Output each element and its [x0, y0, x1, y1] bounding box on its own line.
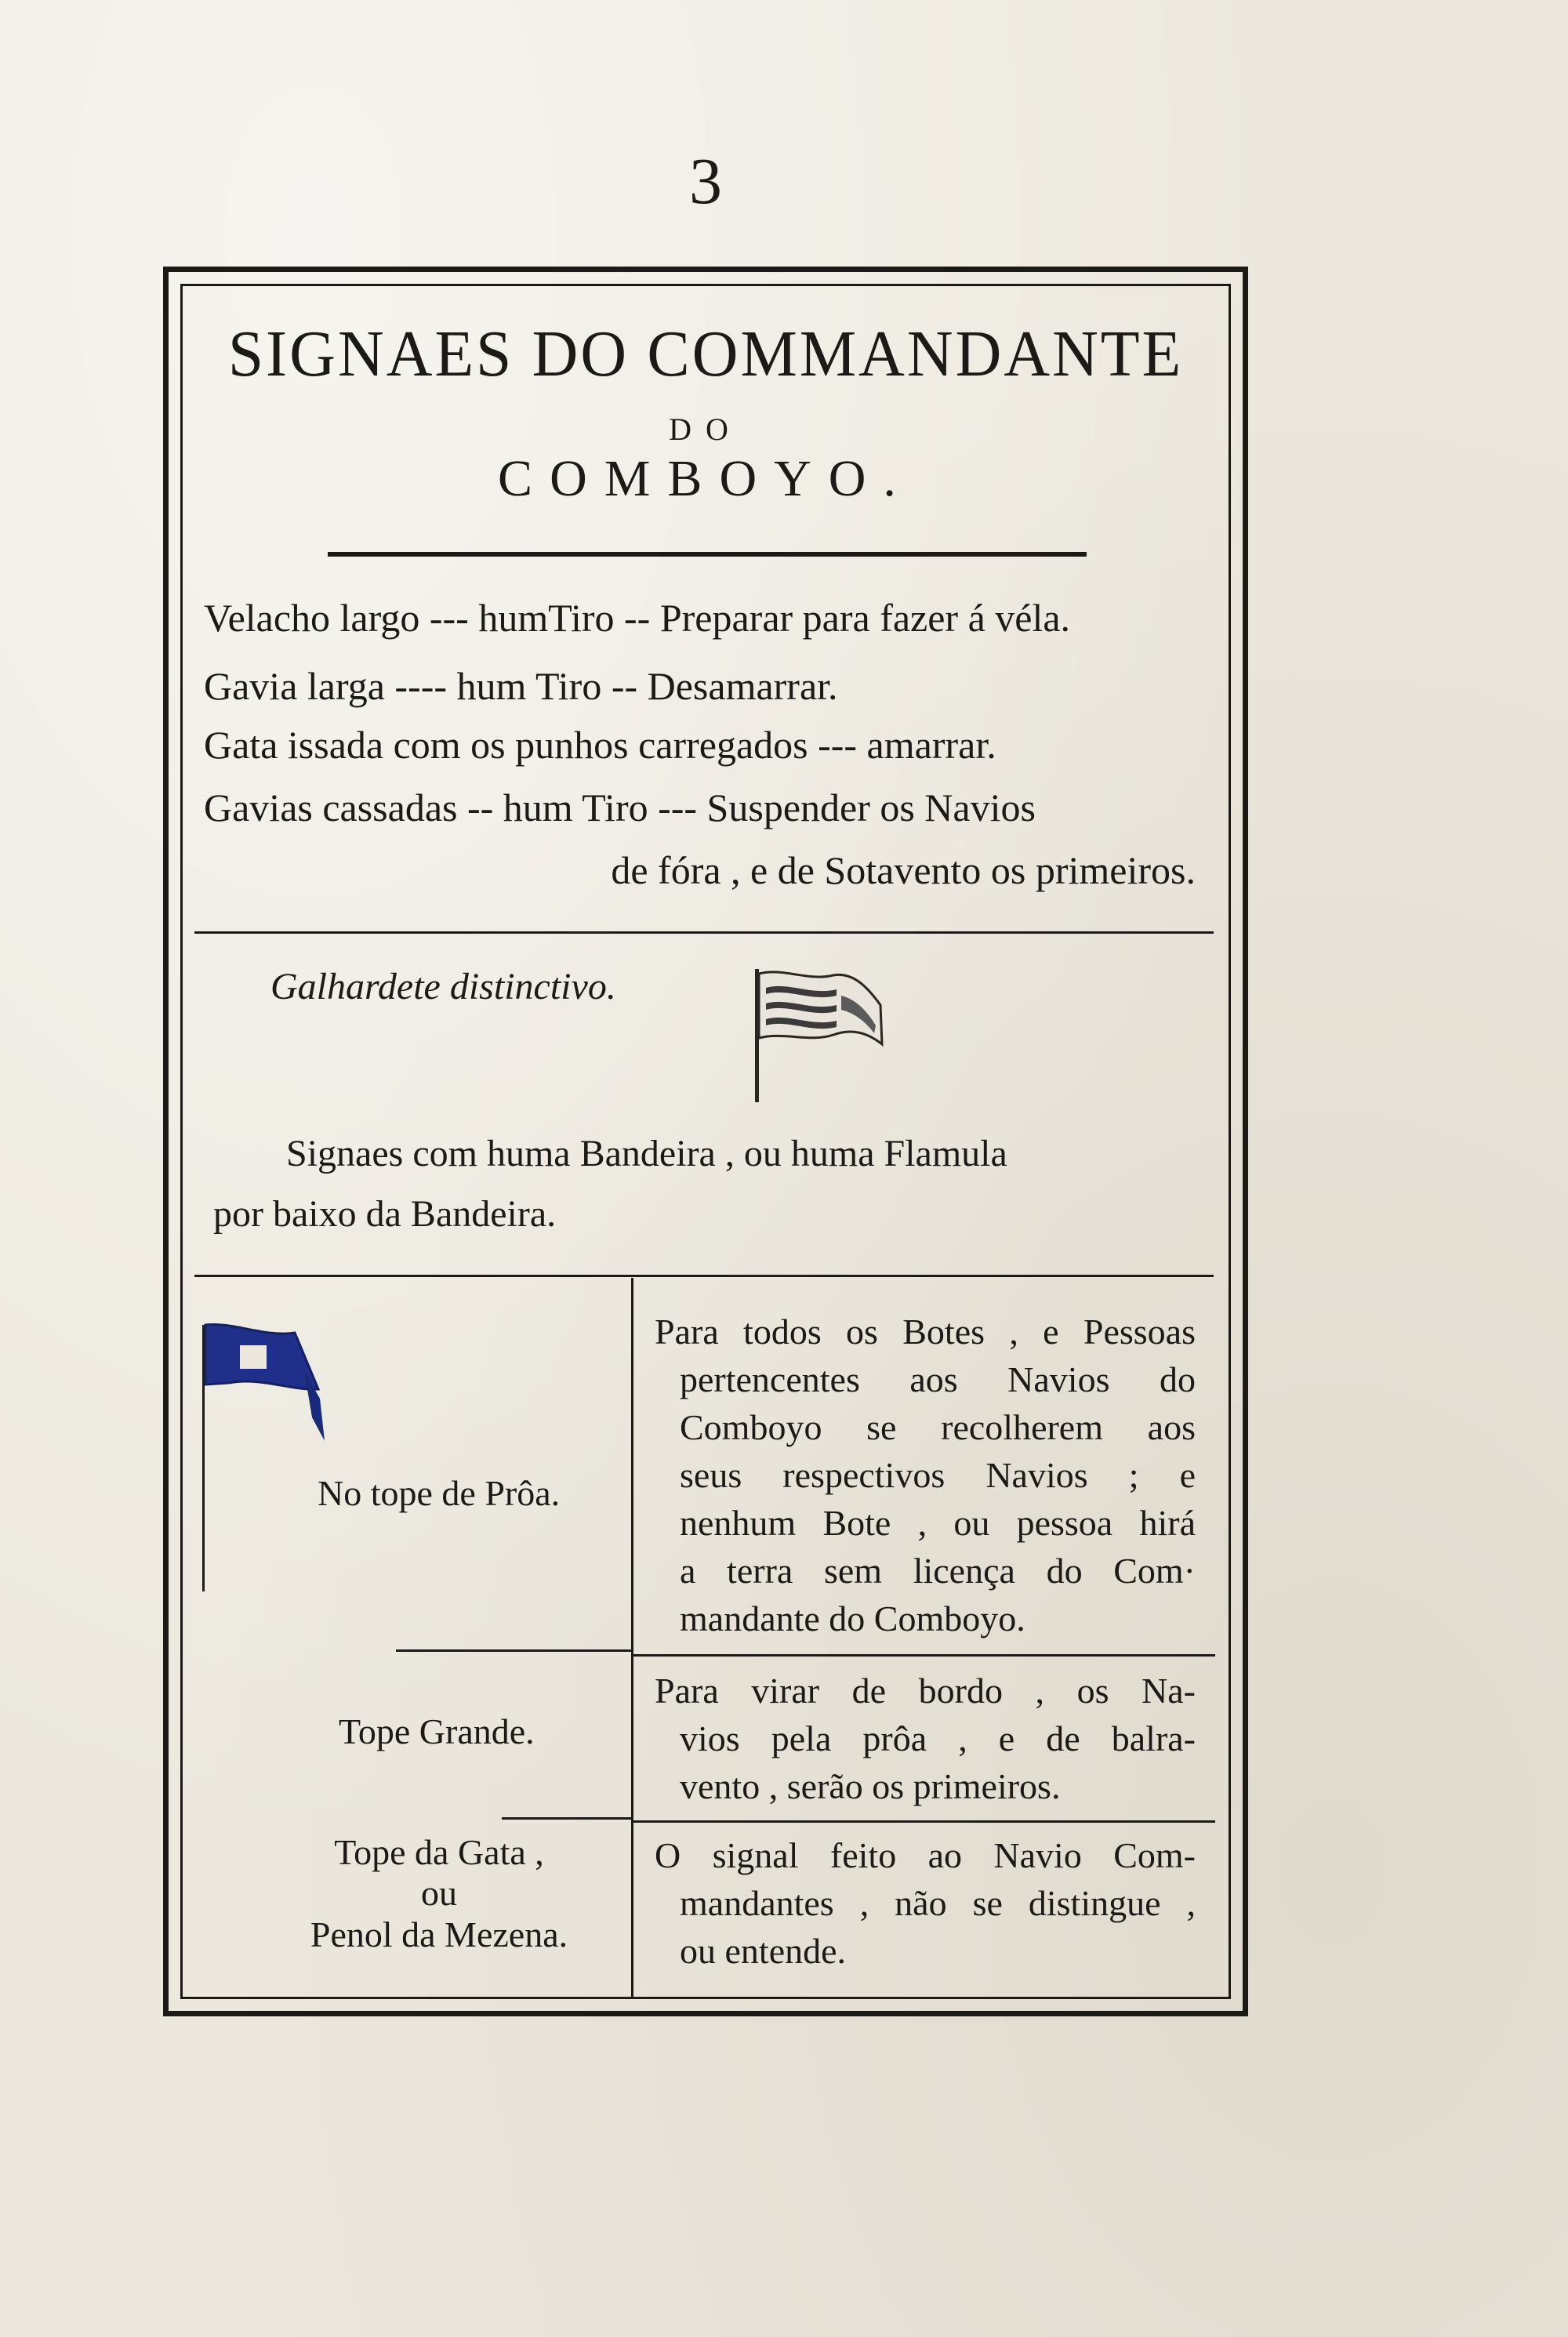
row-divider-left	[502, 1817, 631, 1820]
position-line: Tope da Gata ,	[334, 1832, 544, 1872]
striped-pennant-flag-icon	[749, 964, 890, 1105]
section-intro-line: Signaes com huma Bandeira , ou huma Flamula	[286, 1133, 1007, 1174]
pennant-label: Galhardete distinctivo.	[270, 966, 616, 1007]
meaning-line: O signal feito ao Navio Com-	[655, 1835, 1196, 1875]
section-divider	[194, 931, 1214, 934]
meaning-line: vios pela prôa , e de balra-	[680, 1718, 1196, 1758]
meaning-line: mandante do Comboyo.	[680, 1599, 1025, 1638]
signal-line: Gavias cassadas -- hum Tiro --- Suspender os Navios	[204, 786, 1036, 829]
signal-position: No tope de Prôa.	[318, 1473, 561, 1513]
meaning-line: pertencentes aos Navios do	[680, 1359, 1196, 1399]
row-divider-right	[631, 1820, 1215, 1823]
title-underline	[328, 552, 1087, 557]
page-title: SIGNAES DO COMMANDANTE	[227, 318, 1184, 390]
position-line: Penol da Mezena.	[310, 1914, 568, 1954]
meaning-line: Para virar de bordo , os Na-	[655, 1671, 1196, 1711]
blue-flag-white-square-icon	[202, 1323, 328, 1457]
meaning-line: seus respectivos Navios ; e	[680, 1455, 1196, 1495]
row-divider-left	[396, 1649, 631, 1652]
section-intro-line: por baixo da Bandeira.	[213, 1193, 557, 1235]
signal-meaning	[655, 1667, 1196, 1810]
meaning-line: Para todos os Botes , e Pessoas	[655, 1312, 1196, 1352]
position-line: ou	[421, 1873, 457, 1913]
signal-position: Tope Grande.	[339, 1711, 535, 1751]
meaning-line: ou entende.	[680, 1931, 847, 1971]
page-number: 3	[689, 145, 722, 218]
signal-line: Gavia larga ---- hum Tiro -- Desamarrar.	[204, 664, 838, 708]
signal-meaning	[655, 1308, 1196, 1642]
signal-position	[251, 1828, 627, 1958]
signal-meaning	[655, 1831, 1196, 1975]
meaning-line: vento , serão os primeiros.	[680, 1766, 1061, 1806]
page-subtitle: COMBOYO.	[498, 450, 913, 507]
meaning-line: Comboyo se recolherem aos	[680, 1407, 1196, 1447]
table-column-divider	[631, 1278, 633, 1999]
meaning-line: a terra sem licença do Com·	[680, 1551, 1196, 1591]
meaning-line: mandantes , não se distingue ,	[680, 1883, 1196, 1923]
page-title-connector: DO	[669, 412, 742, 447]
signal-line: Velacho largo --- humTiro -- Preparar para fazer á véla.	[204, 596, 1071, 640]
meaning-line: nenhum Bote , ou pessoa hirá	[680, 1503, 1196, 1543]
signal-line-continuation: de fóra , e de Sotavento os primeiros.	[611, 848, 1196, 892]
signal-line: Gata issada com os punhos carregados --- amarrar.	[204, 723, 996, 767]
row-divider-right	[631, 1654, 1215, 1657]
table-top-rule	[194, 1275, 1214, 1277]
